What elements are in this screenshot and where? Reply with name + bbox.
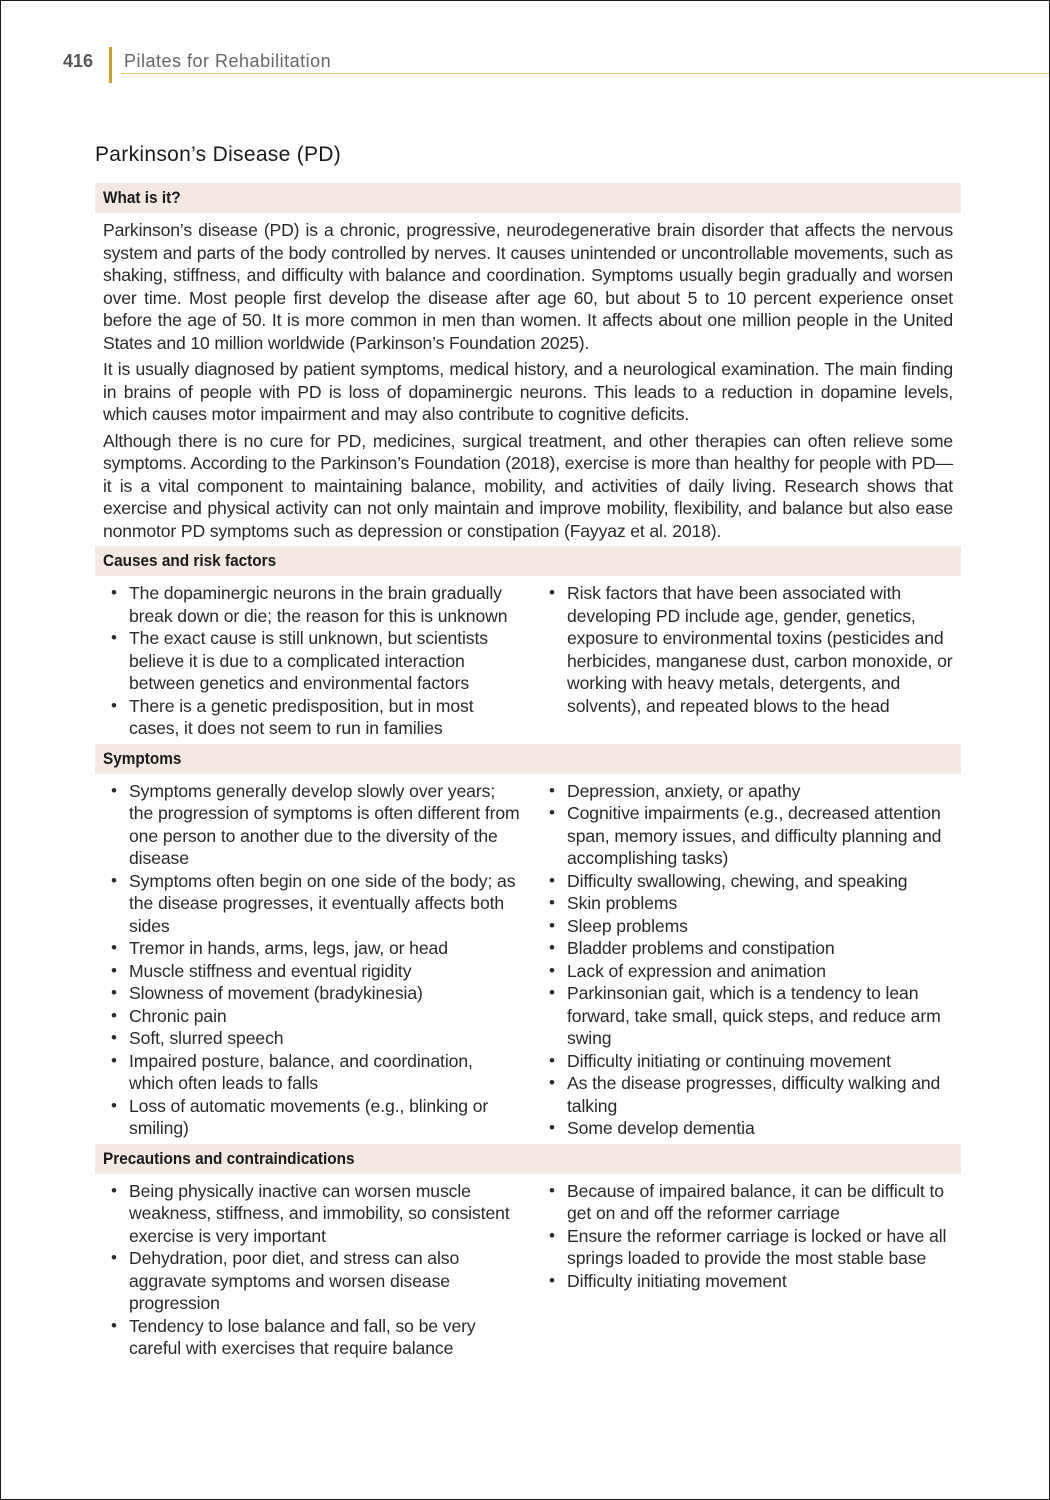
symptoms-columns: [95, 774, 961, 1144]
list-item: • Risk factors that have been associated with developing PD include age, gender, genetics, exposure to environmental toxins (pesticides and herbicides, manganese dust, carbon monoxide, or working with heavy metals, detergents, and solvents), and repeated blows to the head: [547, 582, 957, 717]
list-item: • Lack of expression and animation: [547, 960, 957, 983]
causes-right-list: [547, 582, 957, 717]
list-item: • As the disease progresses, difficulty walking and talking: [547, 1072, 957, 1117]
paragraph: Although there is no cure for PD, medicines, surgical treatment, and other therapies can often relieve some symptoms. According to the Parkinson’s Foundation (2018), exercise is more than healthy for people with PD—it is a vital component to maintaining balance, mobility, and activities of daily living. Research shows that exercise and physical activity can not only maintain and improve mobility, flexibility, and balance but also ease nonmotor PD symptoms such as depression or constipation (Fayyaz et al. 2018).: [103, 430, 953, 541]
list-item: • Because of impaired balance, it can be difficult to get on and off the reformer carriage: [547, 1180, 957, 1225]
paragraph: It is usually diagnosed by patient symptoms, medical history, and a neurological examination. The main finding in brains of people with PD is loss of dopaminergic neurons. This leads to a reduction in dopamine levels, which causes motor impairment and may also contribute to cognitive deficits.: [103, 359, 953, 424]
causes-columns: [95, 576, 961, 744]
page-number: 416: [63, 51, 94, 71]
list-item: • Ensure the reformer carriage is locked or have all springs loaded to provide the most stable base: [547, 1225, 957, 1270]
section-title: Parkinson’s Disease (PD): [95, 143, 342, 166]
list-item: • Tendency to lose balance and fall, so be very careful with exercises that require balance: [109, 1315, 521, 1360]
precautions-columns: [95, 1174, 961, 1364]
causes-heading: Causes and risk factors: [95, 546, 961, 576]
list-item: • Parkinsonian gait, which is a tendency to lean forward, take small, quick steps, and reduce arm swing: [547, 982, 957, 1050]
precautions-right-list: [547, 1180, 957, 1293]
list-item: • Symptoms often begin on one side of the body; as the disease progresses, it eventually affects both sides: [109, 870, 521, 938]
symptoms-right-list: [547, 780, 957, 1140]
list-item: • Tremor in hands, arms, legs, jaw, or head: [109, 937, 521, 960]
symptoms-left-list: [109, 780, 521, 1140]
main-content: [95, 143, 961, 1364]
list-item: • Slowness of movement (bradykinesia): [109, 982, 521, 1005]
what-is-it-body: [95, 213, 961, 542]
list-item: • Muscle stiffness and eventual rigidity: [109, 960, 521, 983]
list-item: • Difficulty initiating movement: [547, 1270, 957, 1293]
list-item: • Cognitive impairments (e.g., decreased attention span, memory issues, and difficulty planning and accomplishing tasks): [547, 802, 957, 870]
list-item: • Soft, slurred speech: [109, 1027, 521, 1050]
running-head: [63, 47, 331, 83]
list-item: • Impaired posture, balance, and coordination, which often leads to falls: [109, 1050, 521, 1095]
precautions-heading: Precautions and contraindications: [95, 1144, 961, 1174]
list-item: • Chronic pain: [109, 1005, 521, 1028]
what-is-it-heading: What is it?: [95, 183, 961, 213]
list-item: • Some develop dementia: [547, 1117, 957, 1140]
list-item: • Dehydration, poor diet, and stress can also aggravate symptoms and worsen disease progression: [109, 1247, 521, 1315]
running-head-rule: [121, 73, 1049, 74]
list-item: • Sleep problems: [547, 915, 957, 938]
paragraph: Parkinson’s disease (PD) is a chronic, progressive, neurodegenerative brain disorder that affects the nervous system and parts of the body controlled by nerves. It causes unintended or uncontrollable movements, such as shaking, stiffness, and difficulty with balance and coordination. Symptoms usually begin gradually and worsen over time. Most people first develop the disease after age 60, but about 5 to 10 percent experience onset before the age of 50. It is more common in men than women. It affects about one million people in the United States and 10 million worldwide (Parkinson’s Foundation 2025).: [103, 220, 953, 353]
list-item: • Difficulty initiating or continuing movement: [547, 1050, 957, 1073]
running-head-divider: [109, 47, 112, 83]
list-item: • Symptoms generally develop slowly over years; the progression of symptoms is often different from one person to another due to the diversity of the disease: [109, 780, 521, 870]
list-item: • Loss of automatic movements (e.g., blinking or smiling): [109, 1095, 521, 1140]
list-item: • Depression, anxiety, or apathy: [547, 780, 957, 803]
list-item: • There is a genetic predisposition, but in most cases, it does not seem to run in families: [109, 695, 521, 740]
symptoms-heading: Symptoms: [95, 744, 961, 774]
precautions-left-list: [109, 1180, 521, 1360]
list-item: • Difficulty swallowing, chewing, and speaking: [547, 870, 957, 893]
list-item: • The dopaminergic neurons in the brain gradually break down or die; the reason for this is unknown: [109, 582, 521, 627]
list-item: • Skin problems: [547, 892, 957, 915]
book-title: Pilates for Rehabilitation: [124, 51, 332, 71]
list-item: • Being physically inactive can worsen muscle weakness, stiffness, and immobility, so consistent exercise is very important: [109, 1180, 521, 1248]
list-item: • Bladder problems and constipation: [547, 937, 957, 960]
causes-left-list: [109, 582, 521, 740]
list-item: • The exact cause is still unknown, but scientists believe it is due to a complicated interaction between genetics and environmental factors: [109, 627, 521, 695]
